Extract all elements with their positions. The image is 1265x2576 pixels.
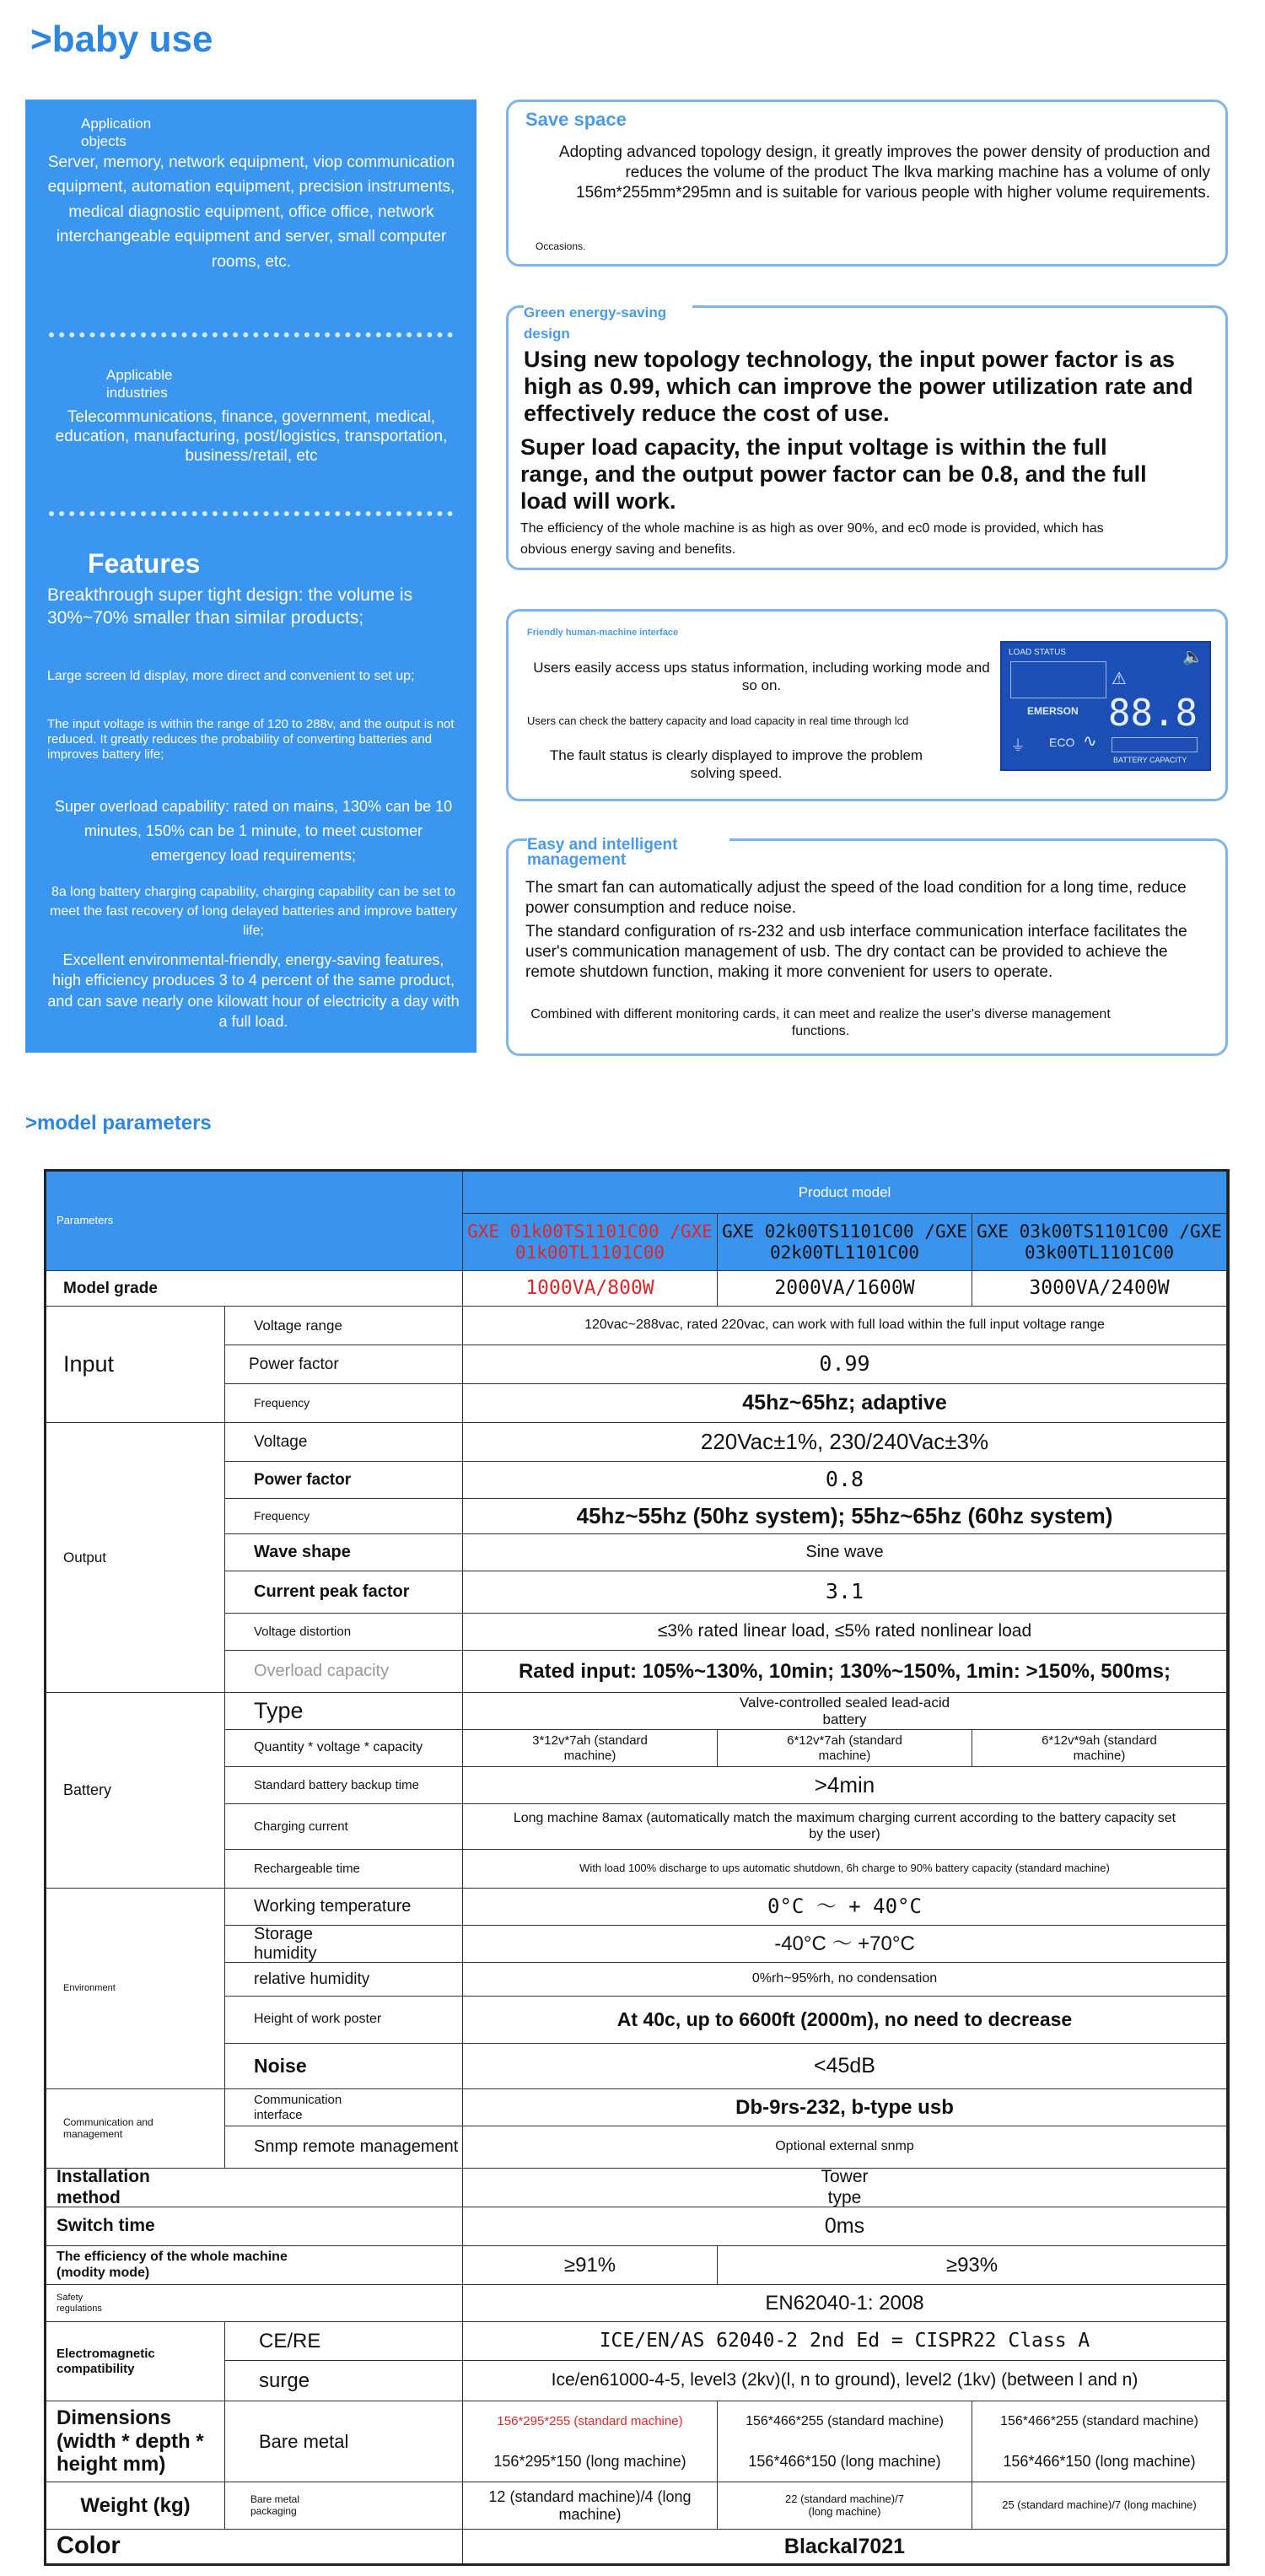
feature-item: Excellent environmental-friendly, energy-saving features, high efficiency produces 3 to 4 percent of the same product, and can save nearly one kilowatt hour of electricity a day with a full load. bbox=[47, 951, 460, 1030]
row-label: The efficiency of the whole machine (modity mode) bbox=[46, 2246, 463, 2285]
cell-value: 45hz~65hz; adaptive bbox=[463, 1384, 1227, 1423]
feature-item: Large screen ld display, more direct and convenient to set up; bbox=[47, 669, 415, 683]
group-label: Weight (kg) bbox=[46, 2482, 225, 2530]
cell-value: 0%rh~95%rh, no condensation bbox=[463, 1963, 1227, 1997]
management-card bbox=[506, 838, 1228, 1056]
cell-value: Valve-controlled sealed lead-acid battery bbox=[463, 1693, 1227, 1730]
cell-value: Ice/en61000-4-5, level3 (2kv)(l, n to ground), level2 (1kv) (between l and n) bbox=[463, 2361, 1227, 2401]
features-heading: Features bbox=[88, 548, 201, 579]
feature-item: 8a long battery charging capability, charging capability can be set to meet the fast recovery of long delayed batteries and improve battery life; bbox=[50, 885, 457, 939]
row-label: Working temperature bbox=[225, 1889, 463, 1926]
row-label: Power factor bbox=[225, 1345, 463, 1384]
cell-value: Long machine 8amax (automatically match the maximum charging current according to the battery capacity set by the user) bbox=[463, 1804, 1227, 1850]
cell-value: ≥93% bbox=[718, 2246, 1227, 2285]
cell-value: 3.1 bbox=[463, 1571, 1227, 1614]
cell-value: With load 100% discharge to ups automatic shutdown, 6h charge to 90% battery capacity (standard machine) bbox=[463, 1850, 1227, 1889]
group-label: Dimensions (width * depth * height mm) bbox=[46, 2401, 225, 2482]
row-label: Voltage range bbox=[225, 1307, 463, 1345]
card-text: The smart fan can automatically adjust the speed of the load condition for a long time, reduce power consumption and reduce noise. bbox=[525, 879, 1187, 917]
cell-value: Db-9rs-232, b-type usb bbox=[463, 2089, 1227, 2126]
cell-value: 0°C ～ + 40°C bbox=[463, 1889, 1227, 1926]
cell-value: 156*295*150 (long machine) bbox=[463, 2442, 718, 2482]
card-text: Super load capacity, the input voltage is within the full range, and the output power factor can be 0.8, and the full load will work. bbox=[520, 434, 1147, 514]
cell-value: 25 (standard machine)/7 (long machine) bbox=[972, 2482, 1227, 2530]
row-label: Model grade bbox=[46, 1271, 463, 1307]
feature-item: Super overload capability: rated on mains, 130% can be 10 minutes, 150% can be 1 minute, to meet customer emergency load requirements; bbox=[54, 798, 453, 864]
card-text: The standard configuration of rs-232 and usb interface communication interface facilitates the user's communication management of usb. The dry contact can be provided to achieve the remote shutdown function, making it more convenient for users to operate. bbox=[525, 923, 1187, 981]
row-label: Type bbox=[225, 1693, 463, 1730]
green-energy-card bbox=[506, 305, 1228, 570]
group-label: Communication and management bbox=[46, 2089, 225, 2169]
row-label: Frequency bbox=[225, 1499, 463, 1534]
card-title: Green energy-saving design bbox=[524, 303, 692, 344]
cell-value: 156*466*150 (long machine) bbox=[718, 2442, 972, 2482]
save-space-card bbox=[506, 100, 1228, 267]
feature-item: The input voltage is within the range of 120 to 288v, and the output is not reduced. It greatly reduces the probability of converting batteries and improves battery life; bbox=[47, 717, 455, 762]
row-label: Frequency bbox=[225, 1384, 463, 1423]
cell-value: >4min bbox=[463, 1767, 1227, 1804]
group-label: Input bbox=[46, 1307, 225, 1423]
cell-value: 6*12v*7ah (standard machine) bbox=[718, 1730, 972, 1767]
cell-value: 1000VA/800W bbox=[463, 1271, 718, 1307]
card-text: Users can check the battery capacity and load capacity in real time through lcd bbox=[527, 714, 909, 727]
cell-value: 156*466*255 (standard machine) bbox=[718, 2401, 972, 2442]
cell-value: 12 (standard machine)/4 (long machine) bbox=[463, 2482, 718, 2530]
card-text: Combined with different monitoring cards, it can meet and realize the user's diverse management functions. bbox=[530, 1007, 1111, 1038]
feature-item: Breakthrough super tight design: the volume is 30%~70% smaller than similar products; bbox=[47, 585, 413, 628]
lcd-battery-label: BATTERY CAPACITY bbox=[1113, 756, 1187, 764]
application-objects-label: Application objects bbox=[81, 116, 152, 150]
model-2: GXE 02k00TS1101C00 /GXE 02k00TL1101C00 bbox=[718, 1214, 972, 1271]
cell-value: 3*12v*7ah (standard machine) bbox=[463, 1730, 718, 1767]
page-title: >baby use bbox=[30, 19, 213, 60]
row-label: Voltage bbox=[225, 1423, 463, 1462]
row-label: Standard battery backup time bbox=[225, 1767, 463, 1804]
row-label: Wave shape bbox=[225, 1534, 463, 1571]
applicable-industries-label: Applicable industries bbox=[106, 367, 173, 401]
lcd-battery-bars bbox=[1112, 737, 1198, 752]
cell-value: 220Vac±1%, 230/240Vac±3% bbox=[463, 1423, 1227, 1462]
cell-value: ≥91% bbox=[463, 2246, 718, 2285]
section-title-model-parameters: >model parameters bbox=[25, 1112, 212, 1134]
row-label: Color bbox=[46, 2530, 463, 2563]
cell-value: 45hz~55hz (50hz system); 55hz~65hz (60hz system) bbox=[463, 1499, 1227, 1534]
card-note: Occasions. bbox=[536, 240, 586, 252]
lcd-load-bars bbox=[1010, 661, 1106, 698]
cell-value: 156*295*255 (standard machine) bbox=[463, 2401, 718, 2442]
cell-value: 156*466*255 (standard machine) bbox=[972, 2401, 1227, 2442]
lcd-load-label: LOAD STATUS bbox=[1009, 648, 1066, 657]
divider bbox=[49, 332, 453, 337]
cell-value: ICE/EN/AS 62040-2 2nd Ed = CISPR22 Class A bbox=[463, 2322, 1227, 2361]
row-label: Storage humidity bbox=[225, 1926, 463, 1963]
lcd-eco: ECO bbox=[1049, 736, 1075, 749]
row-label: relative humidity bbox=[225, 1963, 463, 1997]
card-text: Users easily access ups status information, including working mode and so on. bbox=[533, 660, 990, 694]
group-label: Environment bbox=[46, 1889, 225, 2089]
cell-value: At 40c, up to 6600ft (2000m), no need to decrease bbox=[463, 1997, 1227, 2044]
cell-value: -40°C ～ +70°C bbox=[463, 1926, 1227, 1963]
card-title: Easy and intelligent management bbox=[527, 838, 729, 868]
row-label: Power factor bbox=[225, 1462, 463, 1499]
card-title: Friendly human-machine interface bbox=[527, 628, 679, 638]
card-text: The efficiency of the whole machine is as high as over 90%, and ec0 mode is provided, which has obvious energy saving and benefits. bbox=[520, 521, 1104, 557]
cell-value: 6*12v*9ah (standard machine) bbox=[972, 1730, 1227, 1767]
lcd-brand: EMERSON bbox=[1027, 705, 1079, 717]
lcd-display-image bbox=[1000, 641, 1211, 771]
cell-value: Tower type bbox=[463, 2169, 1227, 2207]
model-1: GXE 01k00TS1101C00 /GXE 01k00TL1101C00 bbox=[463, 1214, 718, 1271]
cell-value: 120vac~288vac, rated 220vac, can work with full load within the full input voltage range bbox=[463, 1307, 1227, 1345]
cell-value: Optional external snmp bbox=[463, 2126, 1227, 2169]
row-label: surge bbox=[225, 2361, 463, 2401]
row-label: Communication interface bbox=[225, 2089, 463, 2126]
plug-icon: ⏚ bbox=[1010, 737, 1025, 754]
cell-value: Blackal7021 bbox=[463, 2530, 1227, 2563]
group-label: Output bbox=[46, 1423, 225, 1693]
model-3: GXE 03k00TS1101C00 /GXE 03k00TL1101C00 bbox=[972, 1214, 1227, 1271]
row-label: Switch time bbox=[46, 2207, 463, 2246]
card-text: Adopting advanced topology design, it greatly improves the power density of production and reduces the volume of the product The lkva marking machine has a volume of only 156m*255mm*295mn and is suitable for various people with higher volume requirements. bbox=[558, 143, 1210, 202]
card-title: Save space bbox=[525, 109, 627, 130]
row-label: Safety regulations bbox=[46, 2285, 463, 2322]
row-label: Bare metal bbox=[225, 2401, 463, 2482]
cell-value: <45dB bbox=[463, 2044, 1227, 2089]
header-parameters: Parameters bbox=[46, 1172, 463, 1271]
cell-value: EN62040-1: 2008 bbox=[463, 2285, 1227, 2322]
cell-value: 22 (standard machine)/7 (long machine) bbox=[718, 2482, 972, 2530]
header-product-model: Product model bbox=[463, 1172, 1227, 1214]
row-label: Charging current bbox=[225, 1804, 463, 1850]
sine-icon: ∿ bbox=[1083, 732, 1097, 751]
group-label: Electromagnetic compatibility bbox=[46, 2322, 225, 2401]
cell-value: Rated input: 105%~130%, 10min; 130%~150%, 1min: >150%, 500ms; bbox=[463, 1651, 1227, 1693]
row-label: Quantity * voltage * capacity bbox=[225, 1730, 463, 1767]
card-text: The fault status is clearly displayed to improve the problem solving speed. bbox=[549, 747, 923, 782]
row-label: Noise bbox=[225, 2044, 463, 2089]
row-label: CE/RE bbox=[225, 2322, 463, 2361]
row-label: Current peak factor bbox=[225, 1571, 463, 1614]
row-label: Rechargeable time bbox=[225, 1850, 463, 1889]
cell-value: 3000VA/2400W bbox=[972, 1271, 1227, 1307]
speaker-icon: 🔈 bbox=[1182, 648, 1203, 666]
cell-value: 156*466*150 (long machine) bbox=[972, 2442, 1227, 2482]
cell-value: 2000VA/1600W bbox=[718, 1271, 972, 1307]
cell-value: 0ms bbox=[463, 2207, 1227, 2246]
card-text: Using new topology technology, the input power factor is as high as 0.99, which can improve the power utilization rate and effectively reduce the cost of use. bbox=[524, 347, 1193, 426]
row-label: Overload capacity bbox=[225, 1651, 463, 1693]
cell-value: 0.8 bbox=[463, 1462, 1227, 1499]
row-label: Voltage distortion bbox=[225, 1614, 463, 1651]
row-label: Bare metal packaging bbox=[225, 2482, 463, 2530]
cell-value: 0.99 bbox=[463, 1345, 1227, 1384]
row-label: Installation method bbox=[46, 2169, 463, 2207]
cell-value: ≤3% rated linear load, ≤5% rated nonlinear load bbox=[463, 1614, 1227, 1651]
application-objects-text: Server, memory, network equipment, viop communication equipment, automation equipment, precision instruments, medical diagnostic equipment, office office, network interchangeable equipment and server, small computer rooms, etc. bbox=[47, 154, 455, 271]
applicable-industries-text: Telecommunications, finance, government, medical, education, manufacturing, post/logistics, transportation, business/retail, etc bbox=[55, 408, 448, 465]
group-label: Battery bbox=[46, 1693, 225, 1889]
parameters-table bbox=[44, 1169, 1230, 2566]
divider bbox=[49, 511, 453, 516]
warning-icon: ⚠ bbox=[1112, 670, 1127, 688]
cell-value: Sine wave bbox=[463, 1534, 1227, 1571]
lcd-digits: 88.8 bbox=[1108, 692, 1198, 735]
row-label: Height of work poster bbox=[225, 1997, 463, 2044]
row-label: Snmp remote management bbox=[225, 2126, 463, 2169]
applications-panel bbox=[25, 100, 476, 1053]
